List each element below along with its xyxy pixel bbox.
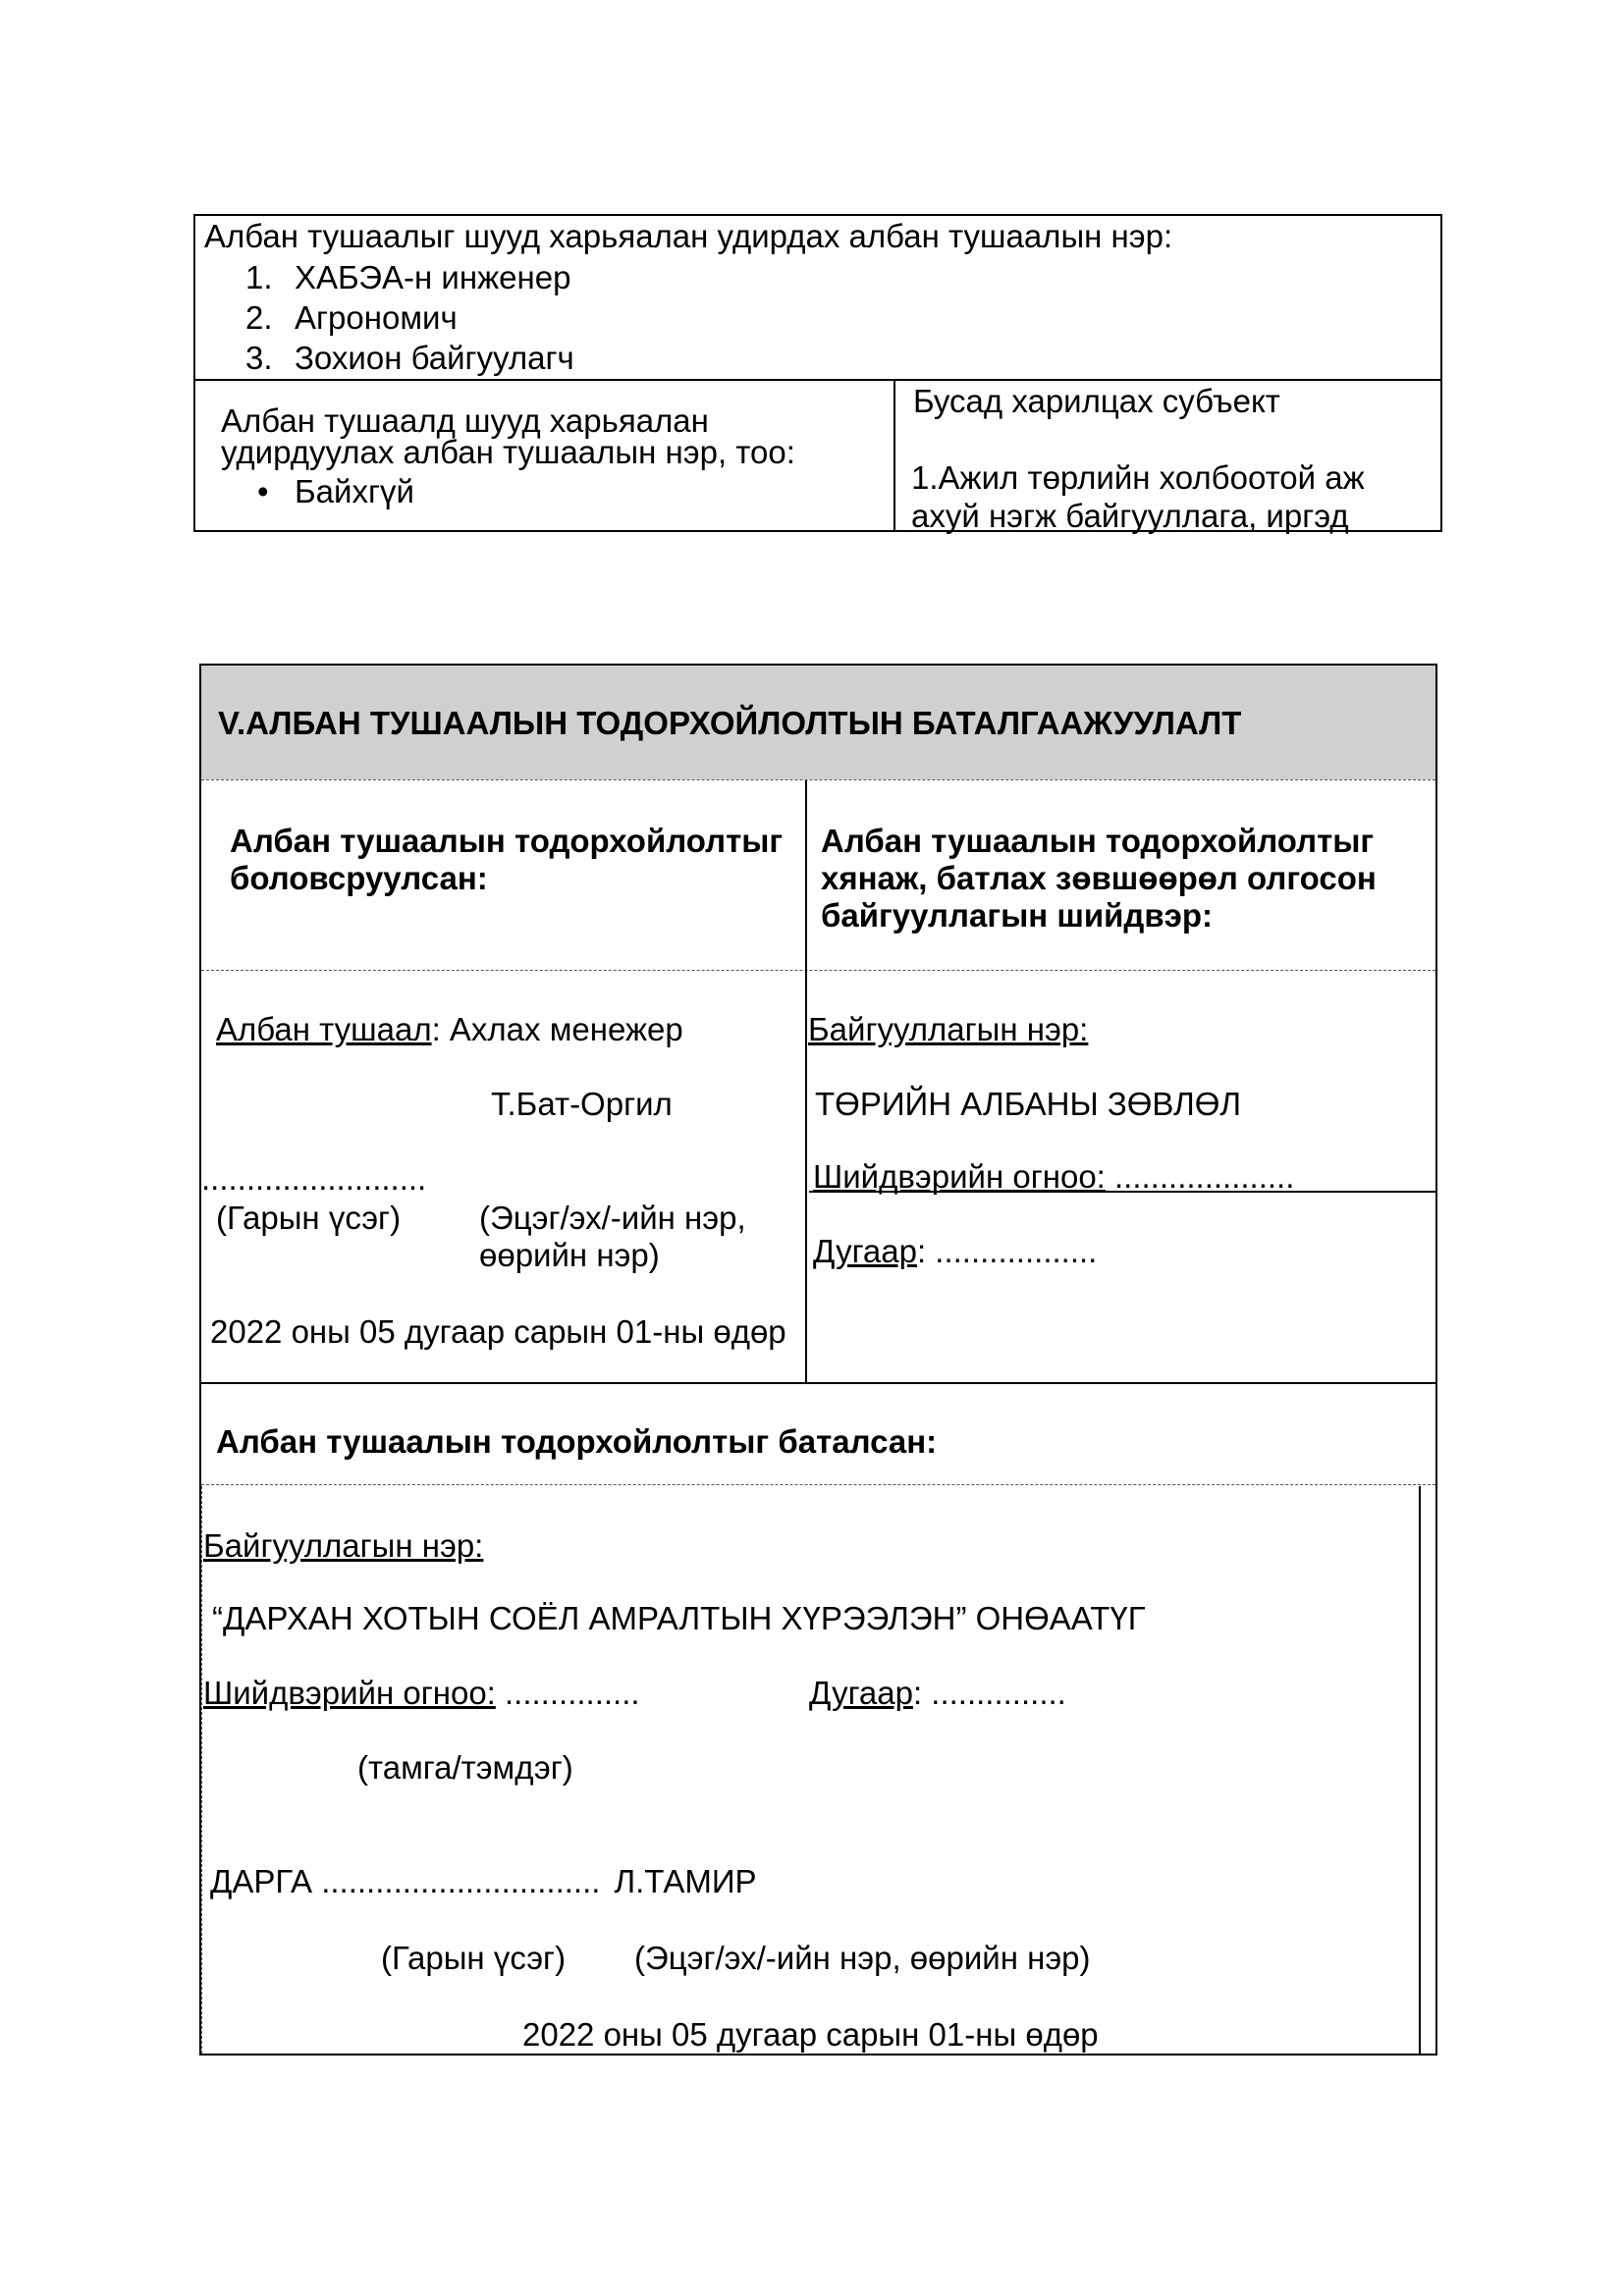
number-colon: : xyxy=(916,1233,927,1269)
decision-number-line xyxy=(813,1233,1097,1270)
decision-date-line xyxy=(813,1158,1294,1196)
subordinate-heading: Албан тушаалд шууд харьяалан xyxy=(221,402,709,439)
approved-number-label: Дугаар xyxy=(809,1675,913,1711)
prepared-date: 2022 оны 05 дугаар сарын 01-ны өдөр xyxy=(210,1313,786,1350)
signature-line: ......................... xyxy=(201,1160,427,1197)
table-divider xyxy=(1419,1486,1421,2054)
approved-number-line xyxy=(809,1675,1066,1712)
supervisor-heading: Албан тушаалыг шууд харьяалан удирдах албан тушаалын нэр: xyxy=(204,218,1173,254)
table-divider xyxy=(893,379,895,532)
org-label: Байгууллагын нэр: xyxy=(808,1011,1089,1047)
table-divider xyxy=(193,379,1442,381)
list-item-number: 2. xyxy=(245,299,273,336)
list-item: ХАБЭА-н инженер xyxy=(295,259,571,295)
section-title: V.АЛБАН ТУШААЛЫН ТОДОРХОЙЛОЛТЫН БАТАЛГААЖУУЛАЛТ xyxy=(218,705,1242,741)
list-item: Зохион байгуулагч xyxy=(295,340,574,376)
table-divider xyxy=(201,1484,1435,1485)
table-divider xyxy=(201,970,1435,971)
director-name: Л.ТАМИР xyxy=(614,1863,757,1899)
signature-caption: (Гарын үсэг) xyxy=(216,1200,402,1236)
director-dots: ............................... xyxy=(312,1863,601,1899)
bullet-icon: • xyxy=(257,473,269,509)
list-item-number: 1. xyxy=(245,259,273,295)
name-caption: (Эцэг/эх/-ийн нэр, xyxy=(479,1200,746,1236)
number-label: Дугаар xyxy=(813,1233,917,1269)
reviewed-heading: хянаж, батлах зөвшөөрөл олгосон xyxy=(821,860,1377,896)
other-subjects-item: ахуй нэгж байгууллага, иргэд xyxy=(911,498,1349,534)
name-caption: өөрийн нэр) xyxy=(479,1237,660,1273)
list-item-number: 3. xyxy=(245,340,273,376)
position-value: Ахлах менежер xyxy=(440,1011,683,1047)
table-divider xyxy=(201,1486,202,2054)
director-label: ДАРГА xyxy=(210,1863,313,1899)
subordinate-heading: удирдуулах албан тушаалын нэр, тоо: xyxy=(221,434,795,470)
subordinate-item: Байхгүй xyxy=(295,473,414,509)
position-label: Албан тушаал xyxy=(216,1011,432,1047)
list-item: Агрономич xyxy=(295,299,458,336)
table-divider xyxy=(805,780,807,1383)
director-sign-caption: (Гарын үсэг) xyxy=(381,1940,567,1976)
decision-date-dots: .................... xyxy=(1105,1158,1295,1195)
org-value: ТӨРИЙН АЛБАНЫ ЗӨВЛӨЛ xyxy=(815,1086,1242,1122)
approved-decision-label: Шийдвэрийн огноо: xyxy=(203,1675,496,1711)
prepared-by-heading: боловсруулсан: xyxy=(230,860,488,896)
table-divider xyxy=(201,1382,1435,1384)
approved-org-label: Байгууллагын нэр: xyxy=(203,1527,484,1564)
position-colon: : xyxy=(431,1011,441,1047)
approved-decision-line xyxy=(203,1675,640,1712)
position-line xyxy=(216,1011,683,1048)
approved-heading: Албан тушаалын тодорхойлолтыг баталсан: xyxy=(216,1423,938,1460)
approved-number-dots: ............... xyxy=(922,1675,1066,1711)
table-divider xyxy=(201,779,1435,780)
decision-date-label: Шийдвэрийн огноо: xyxy=(813,1158,1106,1195)
approved-date: 2022 оны 05 дугаар сарын 01-ны өдөр xyxy=(522,2016,1099,2053)
other-subjects-item: 1.Ажил төрлийн холбоотой аж xyxy=(911,459,1365,496)
director-line xyxy=(210,1863,757,1900)
reviewed-heading: Албан тушаалын тодорхойлолтыг xyxy=(821,823,1375,859)
prepared-by-heading: Албан тушаалын тодорхойлолтыг xyxy=(230,823,784,859)
other-subjects-heading: Бусад харилцах субъект xyxy=(913,383,1280,419)
reviewed-heading: байгууллагын шийдвэр: xyxy=(821,897,1214,934)
approved-decision-dots: ............... xyxy=(495,1675,640,1711)
preparer-name: Т.Бат-Оргил xyxy=(491,1086,673,1122)
stamp-caption: (тамга/тэмдэг) xyxy=(357,1749,573,1786)
approved-org-value: “ДАРХАН ХОТЫН СОЁЛ АМРАЛТЫН ХҮРЭЭЛЭН” ОНӨААТҮГ xyxy=(212,1600,1146,1636)
approved-number-colon: : xyxy=(912,1675,923,1711)
director-name-caption: (Эцэг/эх/-ийн нэр, өөрийн нэр) xyxy=(634,1940,1091,1976)
number-dots: .................. xyxy=(926,1233,1098,1269)
